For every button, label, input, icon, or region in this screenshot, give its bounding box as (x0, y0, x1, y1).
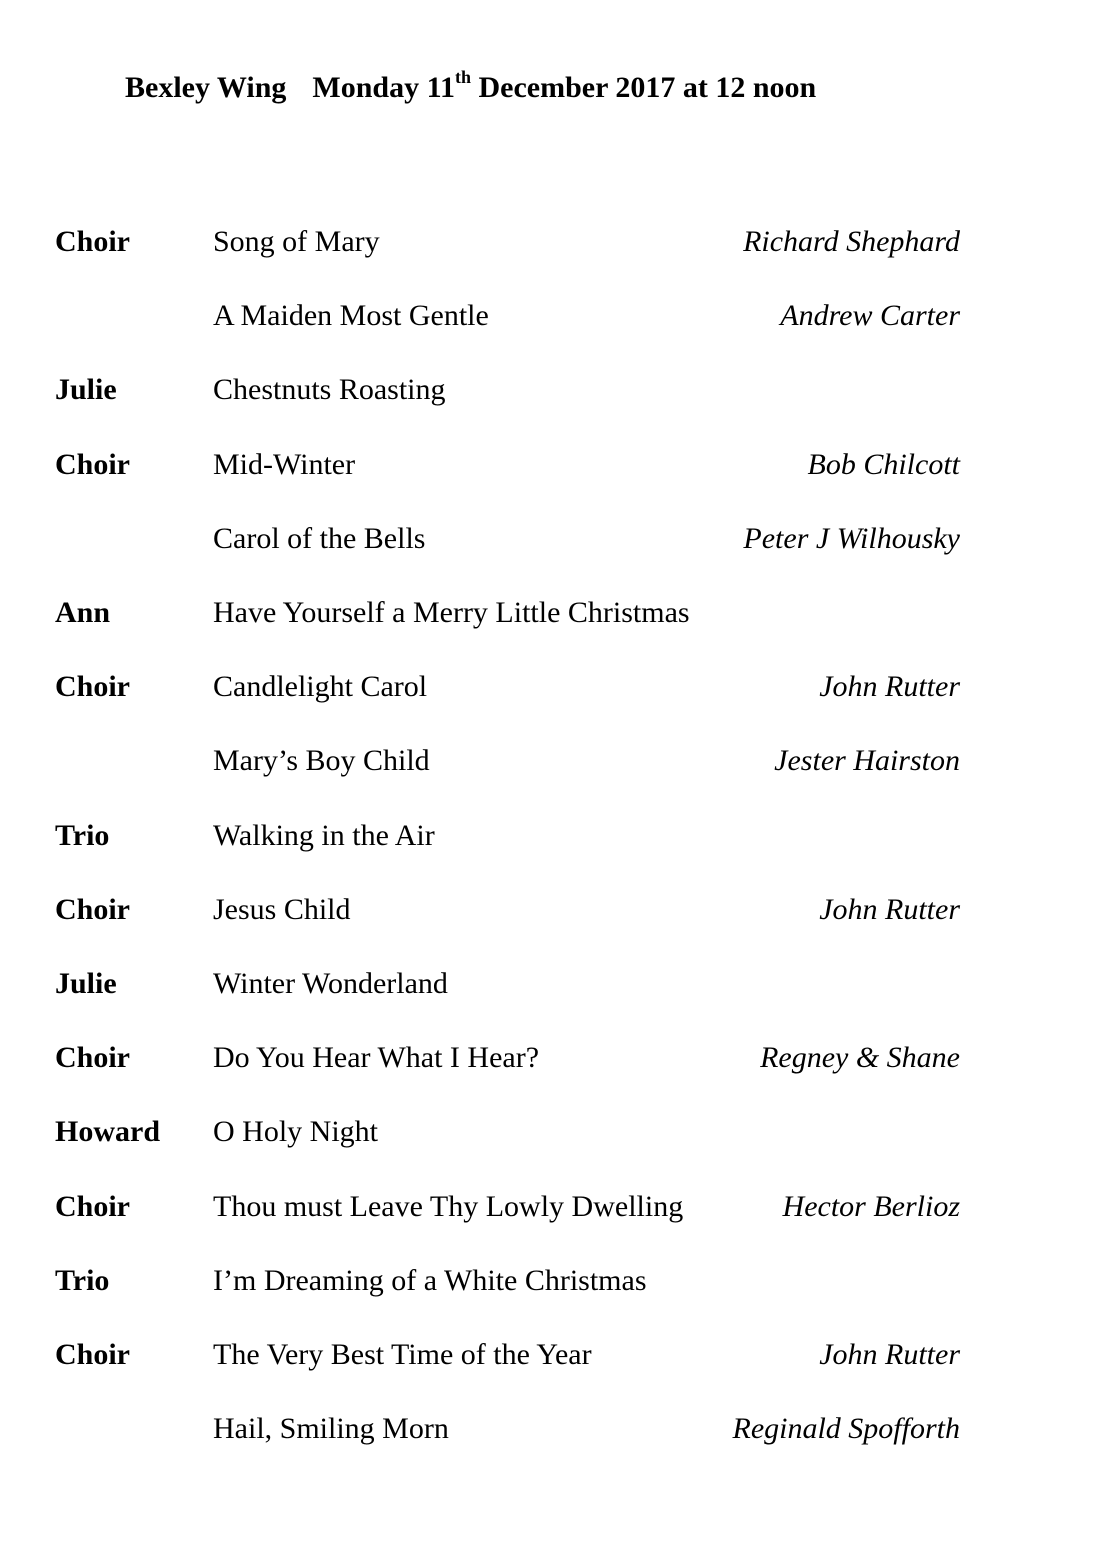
performer-name: Choir (55, 893, 130, 926)
performer-name: Ann (55, 596, 111, 629)
performer-name: Choir (55, 448, 130, 481)
piece-title: O Holy Night (213, 1115, 378, 1148)
piece-title: Thou must Leave Thy Lowly Dwelling (213, 1190, 684, 1223)
event-date-rest: December 2017 at 12 noon (478, 71, 817, 104)
piece-title: Mary’s Boy Child (213, 744, 430, 777)
piece-title: Song of Mary (213, 225, 380, 258)
piece-title: Jesus Child (213, 893, 351, 926)
piece-title: The Very Best Time of the Year (213, 1338, 592, 1371)
composer-name: John Rutter (819, 1338, 960, 1371)
composer-name: Richard Shephard (743, 225, 960, 258)
composer-name: Jester Hairston (774, 744, 960, 777)
programme-row (0, 816, 1093, 856)
piece-title: Chestnuts Roasting (213, 373, 446, 406)
composer-name: Peter J Wilhousky (743, 522, 960, 555)
piece-title: Mid-Winter (213, 448, 356, 481)
programme-row (0, 1112, 1093, 1152)
date-ordinal: th (454, 67, 471, 87)
performer-name: Julie (55, 373, 117, 406)
performer-name: Choir (55, 1190, 130, 1223)
piece-title: Do You Hear What I Hear? (213, 1041, 540, 1074)
performer-name: Choir (55, 225, 130, 258)
performer-name: Julie (55, 967, 117, 1000)
programme-row (0, 1261, 1093, 1301)
programme-row (0, 296, 1093, 336)
programme-row (0, 1335, 1093, 1375)
venue-name: Bexley Wing (125, 71, 287, 104)
programme-row (0, 964, 1093, 1004)
piece-title: Winter Wonderland (213, 967, 448, 1000)
composer-name: Reginald Spofforth (732, 1412, 960, 1445)
performer-name: Choir (55, 1338, 130, 1371)
piece-title: Have Yourself a Merry Little Christmas (213, 596, 690, 629)
programme-row (0, 1187, 1093, 1227)
programme-row (0, 1409, 1093, 1449)
composer-name: John Rutter (819, 893, 960, 926)
composer-name: Hector Berlioz (782, 1190, 960, 1223)
composer-name: John Rutter (819, 670, 960, 703)
programme-row (0, 741, 1093, 781)
performer-name: Trio (55, 819, 110, 852)
programme-row (0, 519, 1093, 559)
composer-name: Bob Chilcott (807, 448, 960, 481)
programme-row (0, 890, 1093, 930)
programme-row (0, 1038, 1093, 1078)
piece-title: A Maiden Most Gentle (213, 299, 489, 332)
composer-name: Andrew Carter (780, 299, 960, 332)
piece-title: Walking in the Air (213, 819, 435, 852)
performer-name: Choir (55, 670, 130, 703)
piece-title: Hail, Smiling Morn (213, 1412, 449, 1445)
programme-row (0, 445, 1093, 485)
performer-name: Choir (55, 1041, 130, 1074)
programme-row (0, 593, 1093, 633)
programme-row (0, 222, 1093, 262)
programme-row (0, 370, 1093, 410)
performer-name: Trio (55, 1264, 110, 1297)
programme-row (0, 667, 1093, 707)
piece-title: I’m Dreaming of a White Christmas (213, 1264, 647, 1297)
piece-title: Candlelight Carol (213, 670, 428, 703)
composer-name: Regney & Shane (760, 1041, 960, 1074)
event-day: Monday 11 (312, 71, 455, 104)
performer-name: Howard (55, 1115, 160, 1148)
piece-title: Carol of the Bells (213, 522, 426, 555)
